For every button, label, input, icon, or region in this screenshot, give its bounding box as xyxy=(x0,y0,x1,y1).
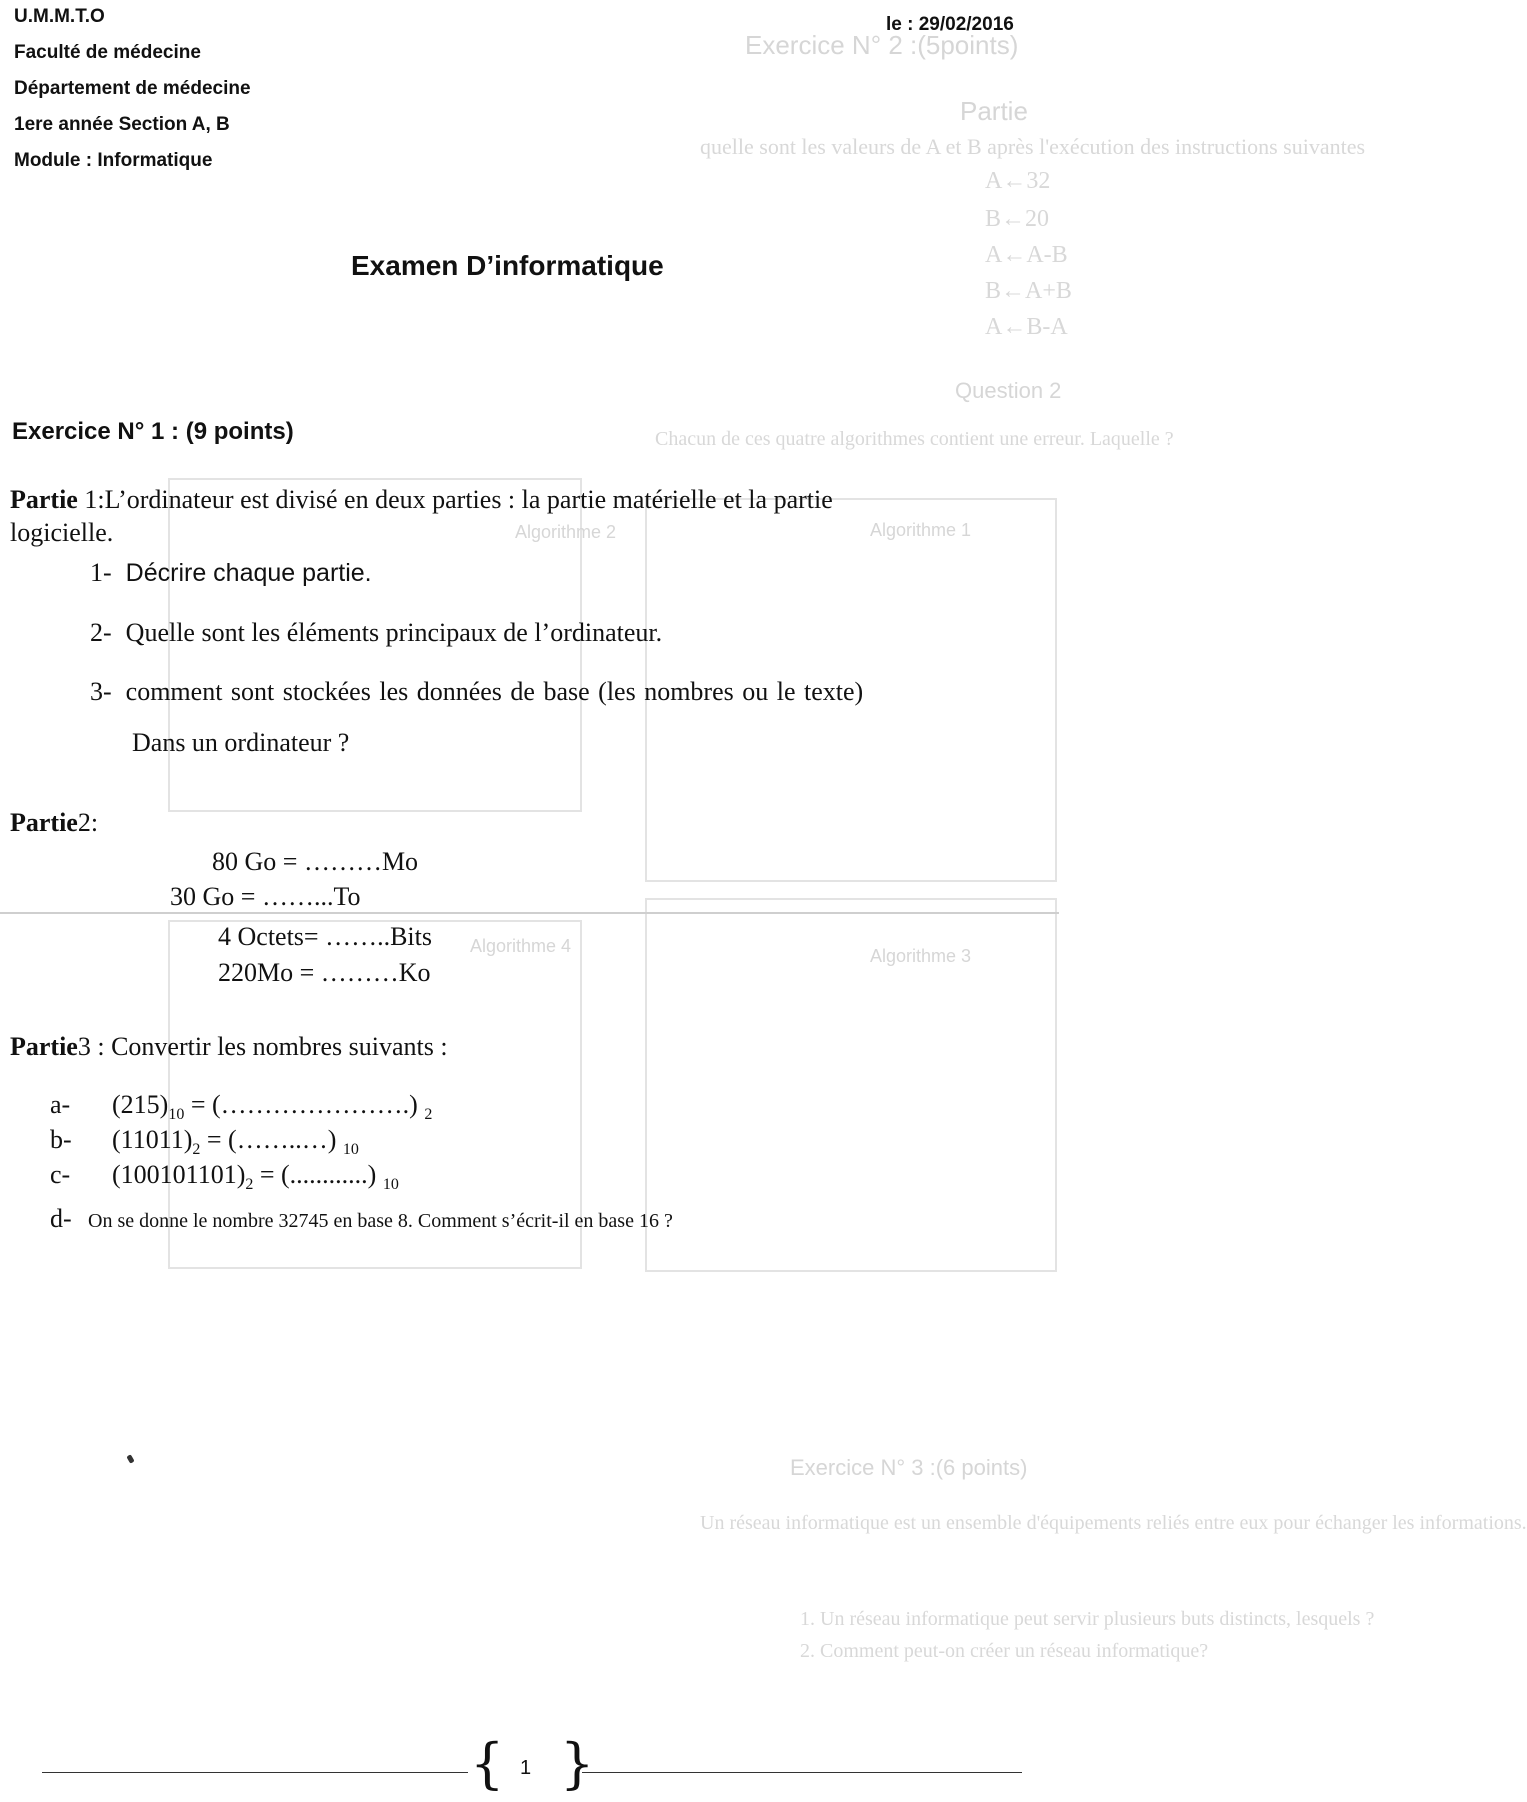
header-year-section: 1ere année Section A, B xyxy=(14,114,230,135)
footer-brace-right: } xyxy=(560,1732,595,1795)
header-university: U.M.M.T.O xyxy=(14,6,105,27)
part-1-label: Partie xyxy=(10,485,78,514)
convert-item-c xyxy=(50,1160,399,1194)
item-answer: = (……..…) xyxy=(200,1125,337,1154)
part-1-intro-text: 1:L’ordinateur est divisé en deux parties : la partie matérielle et la partie xyxy=(77,485,833,514)
question-text: comment sont stockées les données de base (les nombres ou le texte) xyxy=(125,677,864,706)
question-number: 3- xyxy=(90,677,112,706)
exercise-1-heading: Exercice N° 1 : (9 points) xyxy=(12,418,294,445)
footer-rule-left xyxy=(42,1772,468,1773)
conversion-line: 220Mo = ………Ko xyxy=(218,958,431,987)
item-letter: b- xyxy=(50,1125,72,1154)
conversion-line: 80 Go = ………Mo xyxy=(212,847,419,876)
exam-date: le : 29/02/2016 xyxy=(886,14,1014,35)
page-number: 1 xyxy=(520,1757,532,1779)
item-d-text: On se donne le nombre 32745 en base 8. Comment s’écrit-il en base 16 ? xyxy=(88,1210,673,1232)
item-number: (100101101) xyxy=(112,1160,246,1189)
conversion-line: 30 Go = ……...To xyxy=(170,882,361,911)
item-base-in: 10 xyxy=(168,1106,185,1123)
item-base-out: 10 xyxy=(342,1141,359,1158)
header-faculty: Faculté de médecine xyxy=(14,42,201,63)
item-answer: = (………………….) xyxy=(184,1090,418,1119)
convert-item-d xyxy=(50,1204,673,1234)
pen-mark xyxy=(126,1454,134,1463)
item-base-in: 2 xyxy=(245,1176,254,1193)
footer-rule-right xyxy=(582,1772,1022,1773)
header-department: Département de médecine xyxy=(14,78,251,99)
question-2 xyxy=(90,618,662,648)
question-number: 1- xyxy=(90,558,112,587)
question-3-continuation: Dans un ordinateur ? xyxy=(132,728,350,757)
part-3-suffix: 3 : Convertir les nombres suivants : xyxy=(77,1032,448,1061)
question-3 xyxy=(90,677,863,707)
page-title: Examen D’informatique xyxy=(351,250,664,281)
item-base-in: 2 xyxy=(192,1141,201,1158)
part-3-label: Partie xyxy=(10,1032,78,1061)
item-letter: c- xyxy=(50,1160,71,1189)
item-number: (11011) xyxy=(112,1125,193,1154)
item-letter: a- xyxy=(50,1090,71,1119)
part-2-suffix: 2: xyxy=(77,808,99,837)
part-3-heading xyxy=(10,1032,448,1062)
part-1-intro xyxy=(10,485,833,515)
item-number: (215) xyxy=(112,1090,169,1119)
question-text: Quelle sont les éléments principaux de l’ordinateur. xyxy=(125,618,663,647)
item-answer: = (............) xyxy=(253,1160,377,1189)
part-2-heading xyxy=(10,808,98,838)
header-module: Module : Informatique xyxy=(14,150,213,171)
convert-item-a xyxy=(50,1090,432,1124)
convert-item-b xyxy=(50,1125,359,1159)
part-2-label: Partie xyxy=(10,808,78,837)
item-base-out: 2 xyxy=(424,1106,433,1123)
question-number: 2- xyxy=(90,618,112,647)
question-text: Décrire chaque partie. xyxy=(125,559,372,587)
item-base-out: 10 xyxy=(382,1176,399,1193)
conversion-line: 4 Octets= ……..Bits xyxy=(218,922,432,951)
part-1-intro-line2: logicielle. xyxy=(10,518,114,547)
footer-brace-left: { xyxy=(470,1732,505,1795)
question-1 xyxy=(90,558,372,588)
item-letter: d- xyxy=(50,1204,72,1233)
